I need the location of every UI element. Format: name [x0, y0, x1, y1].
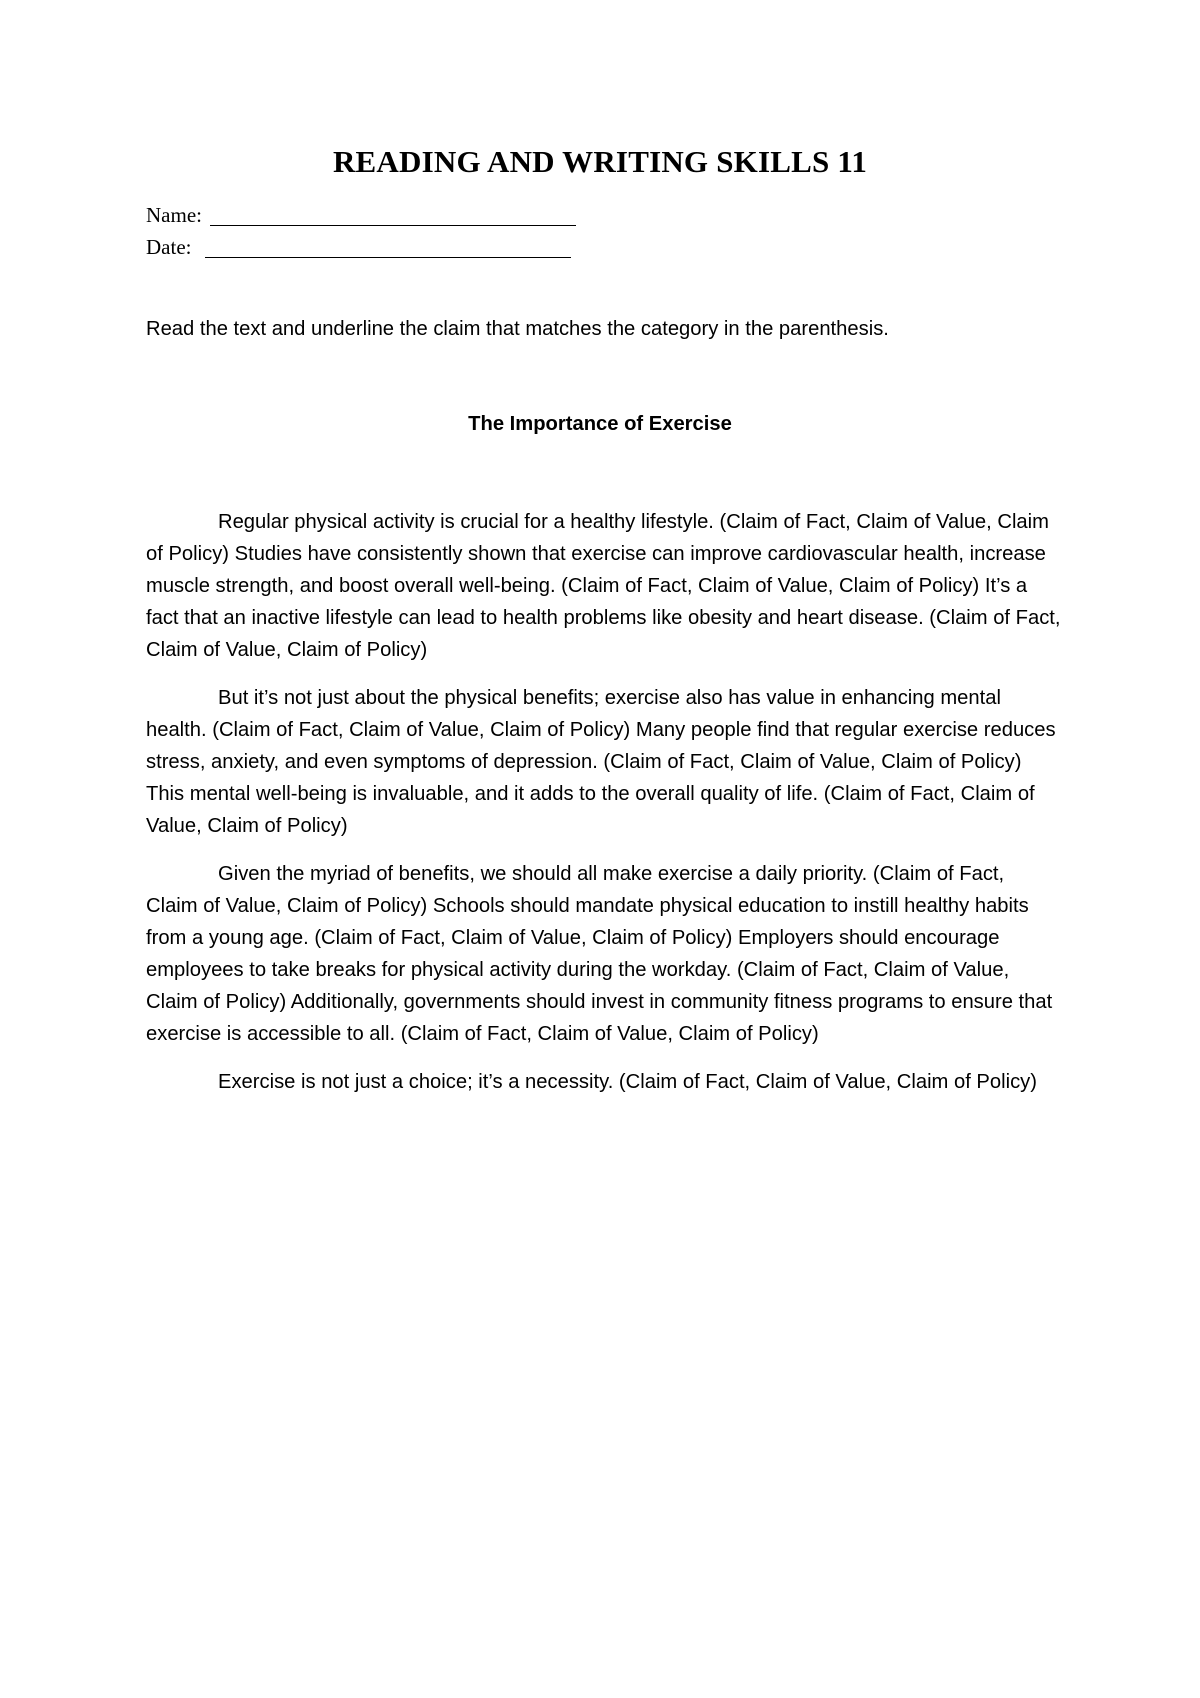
document-title: READING AND WRITING SKILLS 11 [332, 144, 868, 179]
name-label: Name: [146, 203, 202, 227]
essay-title: The Importance of Exercise [468, 413, 732, 435]
date-label: Date: [146, 235, 192, 259]
instructions-text: Read the text and underline the claim that matches the category in the parenthesis. [146, 318, 889, 340]
essay-body [146, 506, 1061, 1114]
date-blank-line [205, 239, 571, 258]
name-field [146, 205, 576, 226]
essay-paragraph-3: Given the myriad of benefits, we should all make exercise a daily priority. (Claim of Fact, Claim of Value, Claim of Policy) Schools should mandate physical education to instill healthy habits from a young age. (Claim of Fact, Claim of Value, Claim of Policy) Employers should encourage employees to take breaks for physical activity during the workday. (Claim of Fact, Claim of Value, Claim of Policy) Additionally, governments should invest in community fitness programs to ensure that exercise is accessible to all. (Claim of Fact, Claim of Value, Claim of Policy) [146, 863, 1053, 1045]
date-field [146, 237, 571, 258]
essay-paragraph-1: Regular physical activity is crucial for a healthy lifestyle. (Claim of Fact, Claim of Value, Claim of Policy) Studies have consistently shown that exercise can improve cardiovascular health, increase muscle strength, and boost overall well-being. (Claim of Fact, Claim of Value, Claim of Policy) It’s a fact that an inactive lifestyle can lead to health problems like obesity and heart disease. (Claim of Fact, Claim of Value, Claim of Policy) [146, 511, 1061, 661]
essay-paragraph-2: But it’s not just about the physical benefits; exercise also has value in enhancing mental health. (Claim of Fact, Claim of Value, Claim of Policy) Many people find that regular exercise reduces stress, anxiety, and even symptoms of depression. (Claim of Fact, Claim of Value, Claim of Policy) This mental well-being is invaluable, and it adds to the overall quality of life. (Claim of Fact, Claim of Value, Claim of Policy) [146, 687, 1056, 837]
essay-paragraph-4: Exercise is not just a choice; it’s a necessity. (Claim of Fact, Claim of Value, Claim of Policy) [218, 1071, 1037, 1093]
name-blank-line [210, 207, 576, 226]
